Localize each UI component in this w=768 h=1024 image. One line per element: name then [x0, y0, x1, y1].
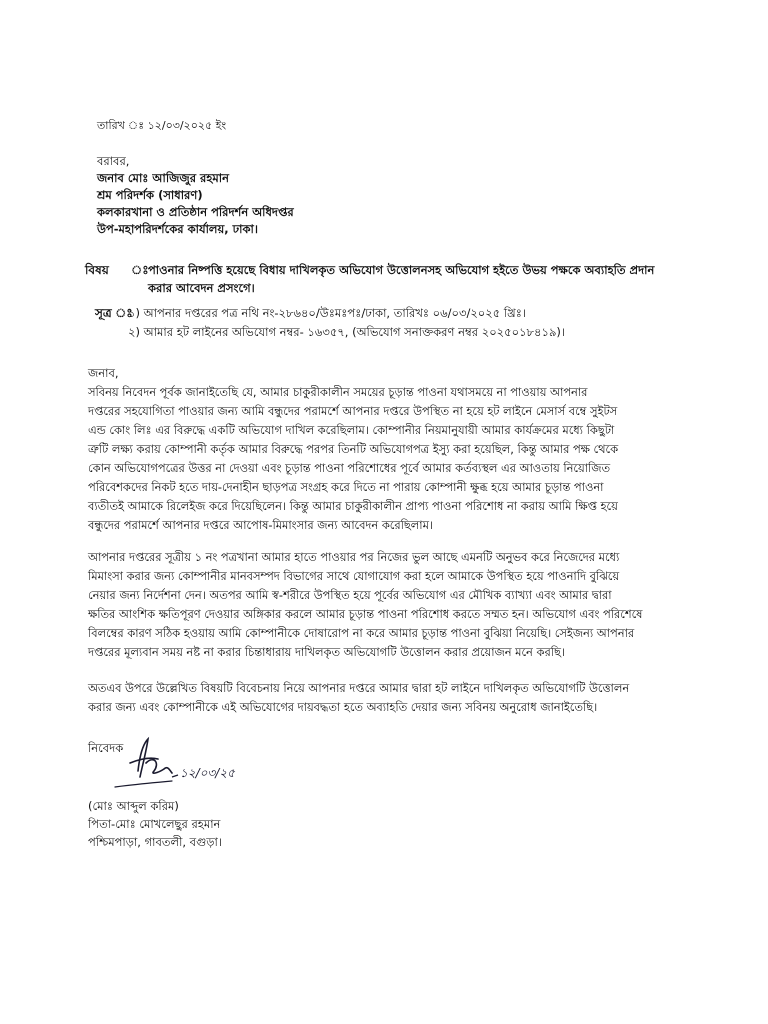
subject-line-1: পাওনার নিষ্পত্তি হয়েছে বিধায় দাখিলকৃত অভিযোগ উত্তোলনসহ অভিযোগ হইতে উভয় পক্ষকে অব্যাহতি প্রদান: [148, 263, 655, 277]
address-line-office: উপ-মহাপরিদর্শকের কার্যালয়, ঢাকা।: [97, 222, 258, 236]
subject-label: বিষয়: [85, 263, 109, 277]
paragraph-1-line: ব্যতীতই আমাকে রিলেইজ করে দিয়েছিলেন। কিন্তু আমার চাকুরীকালীন প্রাপ্য পাওনা পরিশোধ না করায় আমি ক্ষিপ্ত হয়ে: [88, 499, 618, 513]
signature-date: ১২/০৩/২৫: [180, 766, 235, 780]
paragraph-1-line: বন্ধুদের পরামর্শে আপনার দপ্তরে আপোষ-মিমাংসার জন্য আবেদন করেছিলাম।: [88, 518, 433, 532]
paragraph-1-line: দপ্তরের সহযোগিতা পাওয়ার জন্য আমি বন্ধুদের পরামর্শে আপনার দপ্তরে উপস্থিত না হয়ে হট লাইনে মেসার্স বম্বে সুইটস: [88, 404, 618, 418]
paragraph-2-line: ক্ষতির আংশিক ক্ষতিপূরণ দেওয়ার অঙ্গিকার করলে আমার চূড়ান্ত পাওনা পরিশোধ করতে সম্মত হন। অভিযোগ এবং পরিশেষে: [88, 607, 643, 621]
signature-label: নিবেদক: [88, 741, 124, 755]
paragraph-1-line: ত্রুটি লক্ষ্য করায় কোম্পানী কর্তৃক আমার বিরুদ্ধে পরপর তিনটি অভিযোগপত্র ইস্যু করা হয়েছিল, কিন্তু আমার পক্ষ থেকে: [88, 442, 619, 456]
salutation: জনাব,: [88, 366, 119, 380]
signer-address: পশ্চিমপাড়া, গাবতলী, বগুড়া।: [88, 835, 222, 849]
signer-name: (মোঃ আব্দুল করিম): [88, 799, 179, 813]
address-line-department: কলকারখানা ও প্রতিষ্ঠান পরিদর্শন অধিদপ্তর: [97, 205, 294, 219]
paragraph-2-line: দপ্তরের মূল্যবান সময় নষ্ট না করার চিন্তাধারায় দাখিলকৃত অভিযোগটি উত্তোলন করার প্রয়োজন মনে করছি।: [88, 645, 565, 659]
subject-line-2: করার আবেদন প্রসংগে।: [148, 281, 255, 295]
paragraph-2-line: আপনার দপ্তরের সূত্রীয় ১ নং পত্রখানা আমার হাতে পাওয়ার পর নিজের ভুল আছে এমনটি অনুভব করে নিজেদের মধ্যে: [88, 550, 620, 564]
reference-item-2: ২) আমার হট লাইনের অভিযোগ নম্বর- ১৬৩৫৭, (অভিযোগ সনাক্তকরণ নম্বর ২০২৫০১৮৪১৯)।: [128, 325, 566, 339]
paragraph-1-line: পরিবেশকদের নিকট হতে দায়-দেনাহীন ছাড়পত্র সংগ্রহ করে দিতে না পারায় কোম্পানী ক্ষুব্ধ হয়ে আমার চূড়ান্ত পাওনা: [88, 480, 604, 494]
address-line-recipient-name: জনাব মোঃ আজিজুর রহমান: [97, 171, 229, 185]
paragraph-2-line: মিমাংসা করার জন্য কোম্পানীর মানবসম্পদ বিভাগের সাথে যোগাযোগ করা হলে আমাকে উপস্থিত হয়ে পাওনাদি বুঝিয়ে: [88, 569, 620, 583]
subject-colon: ঃ: [131, 263, 149, 277]
paragraph-2-line: বিলম্বের কারণ সঠিক হওয়ায় আমি কোম্পানীকে দোষারোপ না করে আমার চূড়ান্ত পাওনা বুঝিয়া নিয়েছি। সেইজন্য আপনার: [88, 626, 635, 640]
signer-father-name: পিতা-মোঃ মোখলেছুর রহমান: [88, 817, 221, 831]
paragraph-3-line: করার জন্য এবং কোম্পানীকে এই অভিযোগের দায়বদ্ধতা হতে অব্যাহতি দেয়ার জন্য সবিনয় অনুরোধ জানাইতেছি।: [88, 700, 598, 714]
paragraph-1-line: এন্ড কোং লিঃ এর বিরুদ্ধে একটি অভিযোগ দাখিল করেছিলাম। কোম্পানীর নিয়মানুযায়ী আমার কার্যক্রমের মধ্যে কিছুটা: [88, 423, 615, 437]
paragraph-1-line: সবিনয় নিবেদন পূর্বক জানাইতেছি যে, আমার চাকুরীকালীন সময়ের চূড়ান্ত পাওনা যথাসময়ে না পাওয়ায় আপনার: [88, 385, 588, 399]
reference-label: সূত্র ঃ: [95, 306, 133, 320]
date-line: তারিখ ঃ ১২/০৩/২০২৫ ইং: [97, 119, 227, 132]
paragraph-2-line: নেয়ার জন্য নির্দেশনা দেন। অতপর আমি স্ব-শরীরে উপস্থিত হয়ে পূর্বের অভিযোগ এর মৌখিক ব্যাখ্যা এবং আমার দ্বারা: [88, 588, 612, 602]
paragraph-3-line: অতএব উপরে উল্লেখিত বিষয়টি বিবেচনায় নিয়ে আপনার দপ্তরে আমার দ্বারা হট লাইনে দাখিলকৃত অভিযোগটি উত্তোলন: [88, 681, 630, 695]
address-line-salutation-to: বরাবর,: [97, 154, 130, 168]
handwritten-signature: [110, 733, 245, 798]
paragraph-1-line: কোন অভিযোগপত্রের উত্তর না দেওয়া এবং চূড়ান্ত পাওনা পরিশোধের পূর্বে আমার কর্তব্যস্থল এর আওতায় নিয়োজিত: [88, 461, 611, 475]
reference-item-1: ১) আপনার দপ্তরের পত্র নথি নং-২৮৬৪০/উঃমঃপঃ/ঢাকা, তারিখঃ ০৬/০৩/২০২৫ খ্রিঃ।: [128, 306, 526, 320]
address-line-designation: শ্রম পরিদর্শক (সাধারণ): [97, 188, 203, 202]
